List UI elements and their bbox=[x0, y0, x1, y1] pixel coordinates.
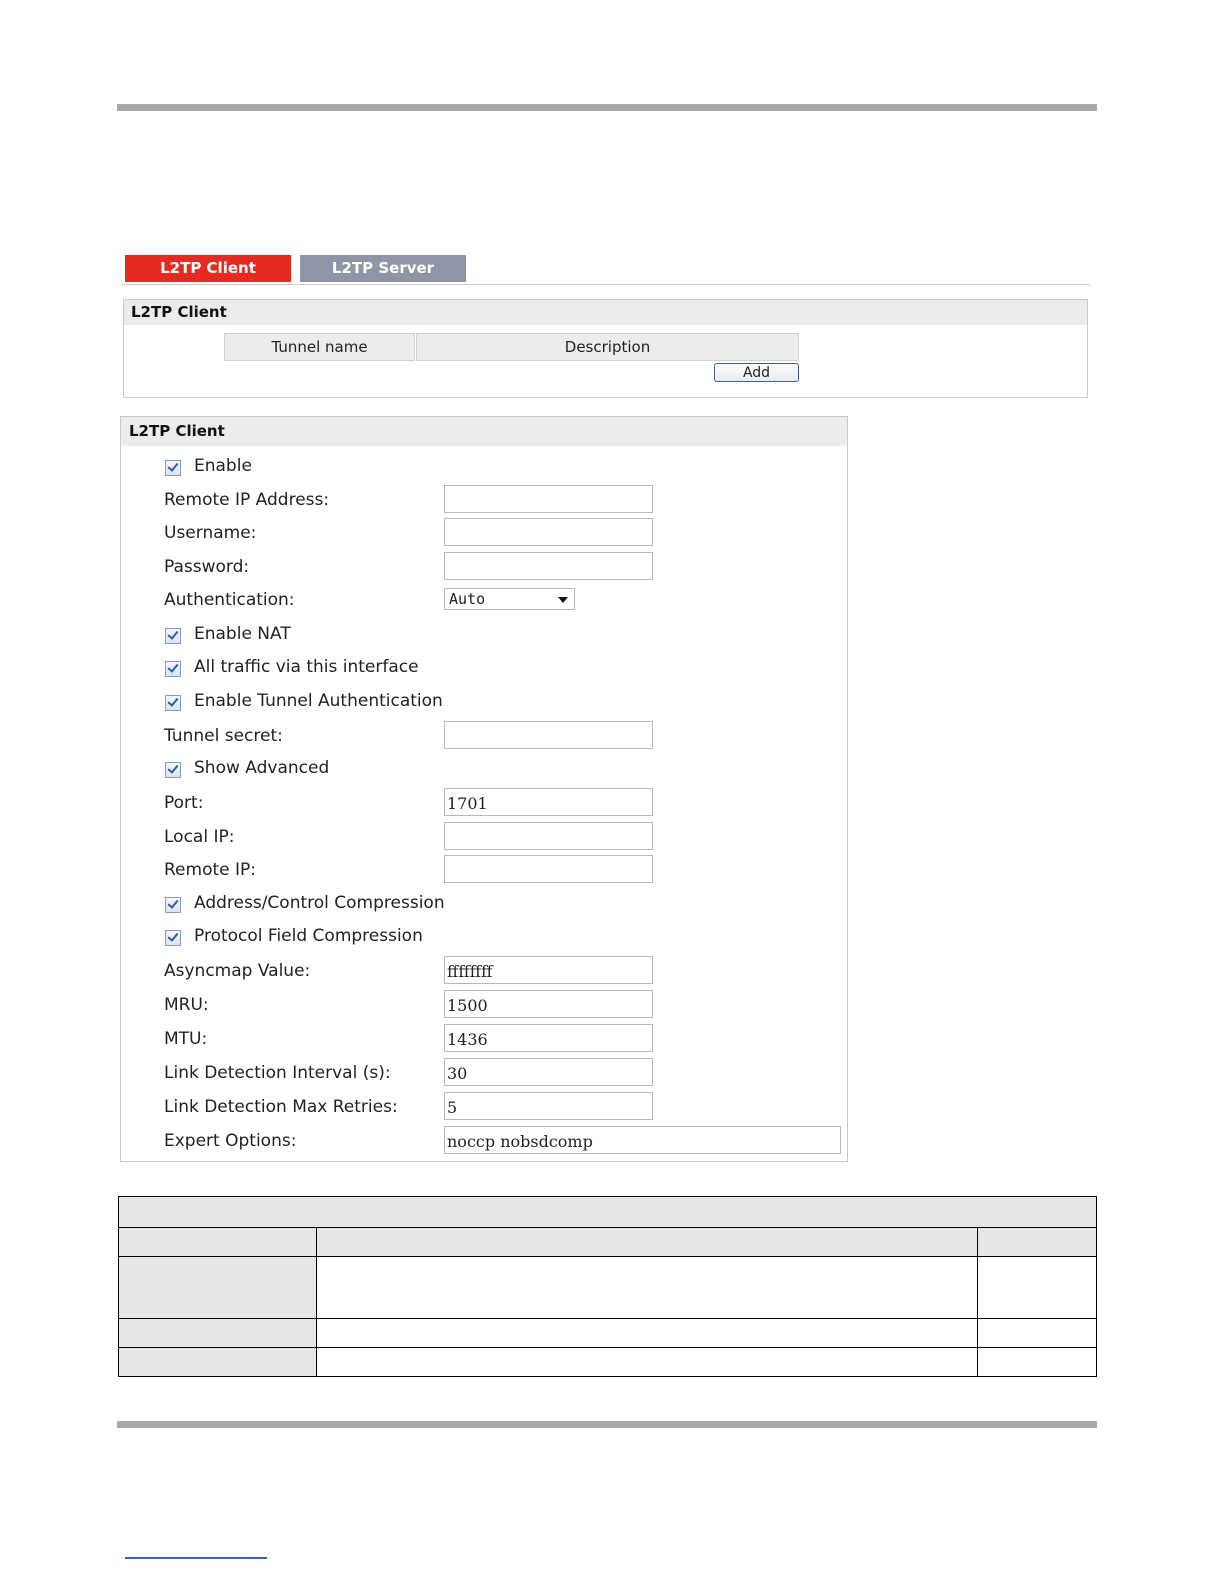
password-input[interactable] bbox=[444, 552, 653, 580]
protocol-field-compression-label: Protocol Field Compression bbox=[194, 926, 423, 946]
row-port bbox=[121, 788, 847, 818]
table-row bbox=[119, 1319, 1097, 1348]
row-link-detect-interval bbox=[121, 1058, 847, 1088]
row-link-detect-retries bbox=[121, 1092, 847, 1122]
link-detect-retries-label: Link Detection Max Retries: bbox=[164, 1097, 398, 1117]
table-cell bbox=[119, 1348, 317, 1377]
remote-ip-address-input[interactable] bbox=[444, 485, 653, 513]
enable-checkbox[interactable] bbox=[165, 460, 181, 476]
table-cell bbox=[119, 1257, 317, 1319]
port-label: Port: bbox=[164, 793, 204, 813]
all-traffic-checkbox[interactable] bbox=[165, 661, 181, 677]
row-expert-options bbox=[121, 1126, 847, 1156]
authentication-select[interactable] bbox=[444, 588, 575, 610]
table-cell bbox=[977, 1348, 1096, 1377]
row-tunnel-secret bbox=[121, 721, 847, 751]
remote-ip-label: Remote IP: bbox=[164, 860, 256, 880]
row-asyncmap bbox=[121, 956, 847, 986]
row-all-traffic bbox=[121, 655, 847, 685]
table-subheader-row bbox=[119, 1228, 1097, 1257]
enable-nat-checkbox[interactable] bbox=[165, 628, 181, 644]
enable-tunnel-auth-checkbox[interactable] bbox=[165, 695, 181, 711]
row-mtu bbox=[121, 1024, 847, 1054]
asyncmap-input[interactable] bbox=[444, 956, 653, 984]
row-addr-ctrl-compression bbox=[121, 891, 847, 921]
table-cell bbox=[977, 1319, 1096, 1348]
enable-tunnel-auth-label: Enable Tunnel Authentication bbox=[194, 691, 443, 711]
link-detect-retries-input[interactable] bbox=[444, 1092, 653, 1120]
l2tp-client-form bbox=[120, 416, 848, 1162]
mru-input[interactable] bbox=[444, 990, 653, 1018]
table-cell bbox=[977, 1228, 1096, 1257]
enable-nat-label: Enable NAT bbox=[194, 624, 291, 644]
local-ip-input[interactable] bbox=[444, 822, 653, 850]
add-button[interactable]: Add bbox=[714, 363, 799, 382]
expert-options-label: Expert Options: bbox=[164, 1131, 297, 1151]
show-advanced-checkbox[interactable] bbox=[165, 762, 181, 778]
tab-underline bbox=[122, 284, 1090, 285]
local-ip-label: Local IP: bbox=[164, 827, 235, 847]
protocol-field-compression-checkbox[interactable] bbox=[165, 930, 181, 946]
tunnel-list-title: L2TP Client bbox=[124, 300, 1087, 325]
row-enable-nat bbox=[121, 622, 847, 652]
port-input[interactable] bbox=[444, 788, 653, 816]
row-mru bbox=[121, 990, 847, 1020]
tunnel-secret-label: Tunnel secret: bbox=[164, 726, 283, 746]
table-header-cell bbox=[119, 1197, 1097, 1228]
password-label: Password: bbox=[164, 557, 250, 577]
table-cell bbox=[317, 1348, 978, 1377]
tab-l2tp-server[interactable]: L2TP Server bbox=[300, 255, 466, 282]
link-detect-interval-input[interactable] bbox=[444, 1058, 653, 1086]
row-enable-tunnel-auth bbox=[121, 689, 847, 719]
column-header-tunnel-name: Tunnel name bbox=[224, 333, 415, 361]
all-traffic-label: All traffic via this interface bbox=[194, 657, 419, 677]
row-username bbox=[121, 518, 847, 548]
reference-table bbox=[118, 1196, 1097, 1377]
row-password bbox=[121, 552, 847, 582]
column-header-description: Description bbox=[416, 333, 799, 361]
mtu-input[interactable] bbox=[444, 1024, 653, 1052]
table-row bbox=[119, 1348, 1097, 1377]
enable-label: Enable bbox=[194, 456, 252, 476]
addr-ctrl-compression-label: Address/Control Compression bbox=[194, 893, 445, 913]
row-remote-ip bbox=[121, 855, 847, 885]
row-authentication bbox=[121, 585, 847, 615]
bottom-rule bbox=[117, 1421, 1097, 1428]
username-label: Username: bbox=[164, 523, 257, 543]
row-remote-ip-address bbox=[121, 485, 847, 515]
table-row bbox=[119, 1257, 1097, 1319]
show-advanced-label: Show Advanced bbox=[194, 758, 330, 778]
row-local-ip bbox=[121, 822, 847, 852]
addr-ctrl-compression-checkbox[interactable] bbox=[165, 897, 181, 913]
table-header-row bbox=[119, 1197, 1097, 1228]
tunnel-list-panel bbox=[123, 299, 1088, 398]
link-detect-interval-label: Link Detection Interval (s): bbox=[164, 1063, 391, 1083]
row-show-advanced bbox=[121, 756, 847, 786]
tab-l2tp-client[interactable]: L2TP Client bbox=[125, 255, 291, 282]
remote-ip-address-label: Remote IP Address: bbox=[164, 490, 330, 510]
table-cell bbox=[317, 1319, 978, 1348]
footer-link-underline bbox=[125, 1557, 267, 1559]
asyncmap-label: Asyncmap Value: bbox=[164, 961, 311, 981]
remote-ip-input[interactable] bbox=[444, 855, 653, 883]
top-rule bbox=[117, 104, 1097, 111]
mtu-label: MTU: bbox=[164, 1029, 208, 1049]
authentication-label: Authentication: bbox=[164, 590, 295, 610]
mru-label: MRU: bbox=[164, 995, 209, 1015]
chevron-down-icon bbox=[558, 597, 568, 603]
form-title: L2TP Client bbox=[121, 417, 847, 446]
username-input[interactable] bbox=[444, 518, 653, 546]
table-cell bbox=[317, 1228, 978, 1257]
expert-options-input[interactable] bbox=[444, 1126, 841, 1154]
authentication-value: Auto bbox=[449, 590, 486, 608]
table-cell bbox=[119, 1228, 317, 1257]
tunnel-secret-input[interactable] bbox=[444, 721, 653, 749]
row-enable bbox=[121, 454, 847, 484]
table-cell bbox=[977, 1257, 1096, 1319]
row-protocol-field-compression bbox=[121, 924, 847, 954]
table-cell bbox=[317, 1257, 978, 1319]
table-cell bbox=[119, 1319, 317, 1348]
